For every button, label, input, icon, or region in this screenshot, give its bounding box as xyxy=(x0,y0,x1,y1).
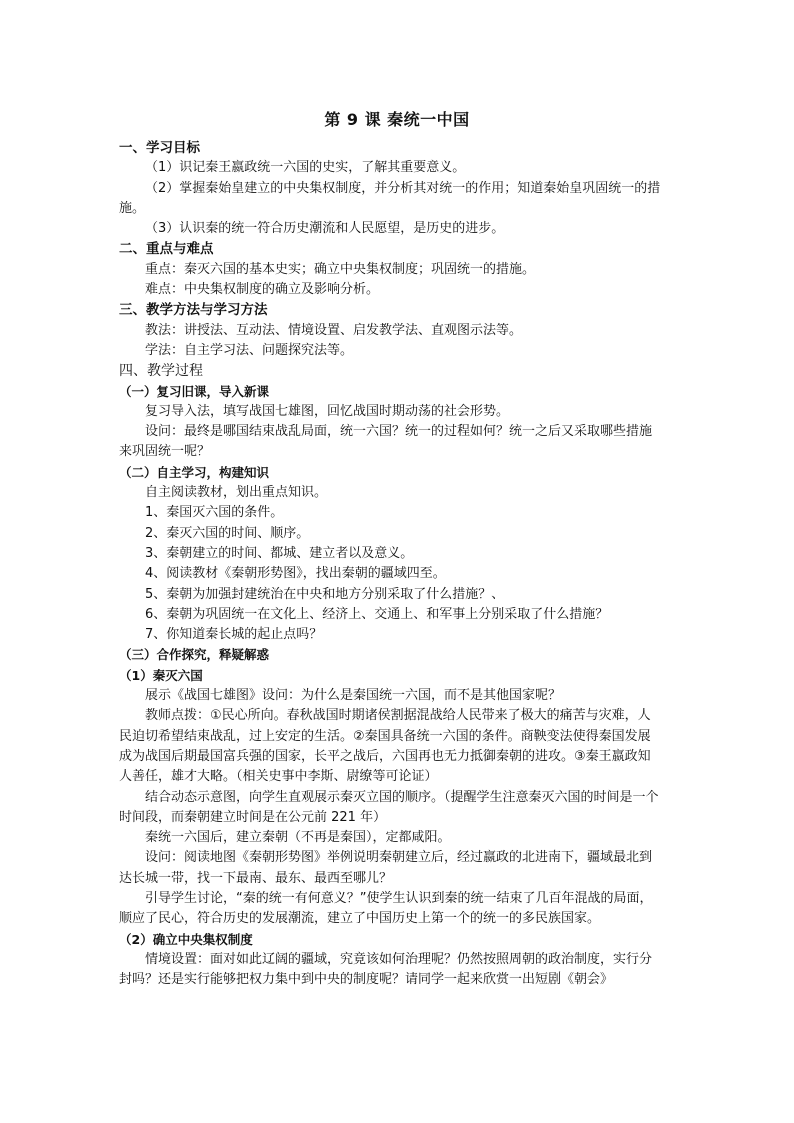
paragraph: 3、秦朝建立的时间、都城、建立者以及意义。 xyxy=(145,545,414,561)
document-body xyxy=(119,138,661,990)
paragraph: 学法：自主学习法、问题探究法等。 xyxy=(145,342,354,358)
paragraph: 复习导入法，填写战国七雄图，回忆战国时期动荡的社会形势。 xyxy=(145,403,510,419)
paragraph: （3）认识秦的统一符合历史潮流和人民愿望，是历史的进步。 xyxy=(145,221,505,237)
paragraph: 设问：最终是哪国结束战乱局面，统一六国？统一的过程如何？统一之后又采取哪些措施来巩固统一呢？ xyxy=(119,424,653,460)
paragraph: 教师点拨：①民心所向。春秋战国时期诸侯割据混战给人民带来了极大的痛苦与灾难，人民迫切希望结束战乱，过上安定的生活。②秦国具备统一六国的条件。商鞅变法使得秦国发展成为战国后期最国富兵强的国家，长平之战后，六国再也无力抵御秦朝的进攻。③秦王嬴政知人善任，雄才大略。（相关史事中李斯、尉缭等可论证） xyxy=(119,708,651,785)
paragraph: 结合动态示意图，向学生直观展示秦灭立国的顺序。（提醒学生注意秦灭六国的时间是一个时间段，而秦朝建立时间是在公元前 221 年） xyxy=(119,789,659,825)
section-heading: （1）秦灭六国 xyxy=(119,667,203,683)
paragraph: 设问：阅读地图《秦朝形势图》举例说明秦朝建立后，经过嬴政的北进南下，疆域最北到达长城一带，找一下最南、最东、最西至哪儿？ xyxy=(119,850,653,886)
page-title: 第 9 课 秦统一中国 xyxy=(324,110,470,129)
section-heading: （二）自主学习，构建知识 xyxy=(119,464,270,480)
paragraph: 7、你知道秦长城的起止点吗？ xyxy=(145,627,323,643)
paragraph: 教法：讲授法、互动法、情境设置、启发教学法、直观图示法等。 xyxy=(145,322,523,338)
paragraph: 引导学生讨论，“秦的统一有何意义？”使学生认识到秦的统一结束了几百年混战的局面，顺应了民心，符合历史的发展潮流，建立了中国历史上第一个的统一的多民族国家。 xyxy=(119,890,653,927)
section-heading: （一）复习旧课，导入新课 xyxy=(119,383,270,399)
paragraph: 难点：中央集权制度的确立及影响分析。 xyxy=(145,282,380,298)
paragraph: 展示《战国七雄图》设问：为什么是秦国统一六国，而不是其他国家呢？ xyxy=(145,688,562,704)
paragraph: 1、秦国灭六国的条件。 xyxy=(145,505,284,521)
paragraph: 2、秦灭六国的时间、顺序。 xyxy=(145,525,310,541)
section-heading: （三）合作探究，释疑解惑 xyxy=(119,647,270,663)
section-heading: （2）确立中央集权制度 xyxy=(119,931,253,947)
paragraph: 4、阅读教材《秦朝形势图》，找出秦朝的疆域四至。 xyxy=(145,566,446,582)
paragraph: 自主阅读教材，划出重点知识。 xyxy=(145,485,328,501)
paragraph: 6、秦朝为巩固统一在文化上、经济上、交通上、和军事上分别采取了什么措施？ xyxy=(145,606,609,622)
paragraph: （1）识记秦王嬴政统一六国的史实，了解其重要意义。 xyxy=(145,160,466,176)
paragraph: 情境设置：面对如此辽阔的疆域，究竟该如何治理呢？仍然按照周朝的政治制度，实行分封吗？还是实行能够把权力集中到中央的制度呢？请同学一起来欣赏一出短剧《朝会》 xyxy=(119,951,653,988)
section-heading: 一、学习目标 xyxy=(119,140,200,156)
paragraph: 重点：秦灭六国的基本史实；确立中央集权制度；巩固统一的措施。 xyxy=(145,261,536,277)
paragraph: 5、秦朝为加强封建统治在中央和地方分别采取了什么措施？、 xyxy=(145,586,505,602)
paragraph: （2）掌握秦始皇建立的中央集权制度，并分析其对统一的作用；知道秦始皇巩固统一的措施。 xyxy=(119,180,661,216)
section-heading: 四、教学过程 xyxy=(119,363,203,380)
section-heading: 二、重点与难点 xyxy=(119,241,214,258)
section-heading: 三、教学方法与学习方法 xyxy=(119,302,268,319)
paragraph: 秦统一六国后，建立秦朝（不再是秦国），定都咸阳。 xyxy=(145,830,451,846)
